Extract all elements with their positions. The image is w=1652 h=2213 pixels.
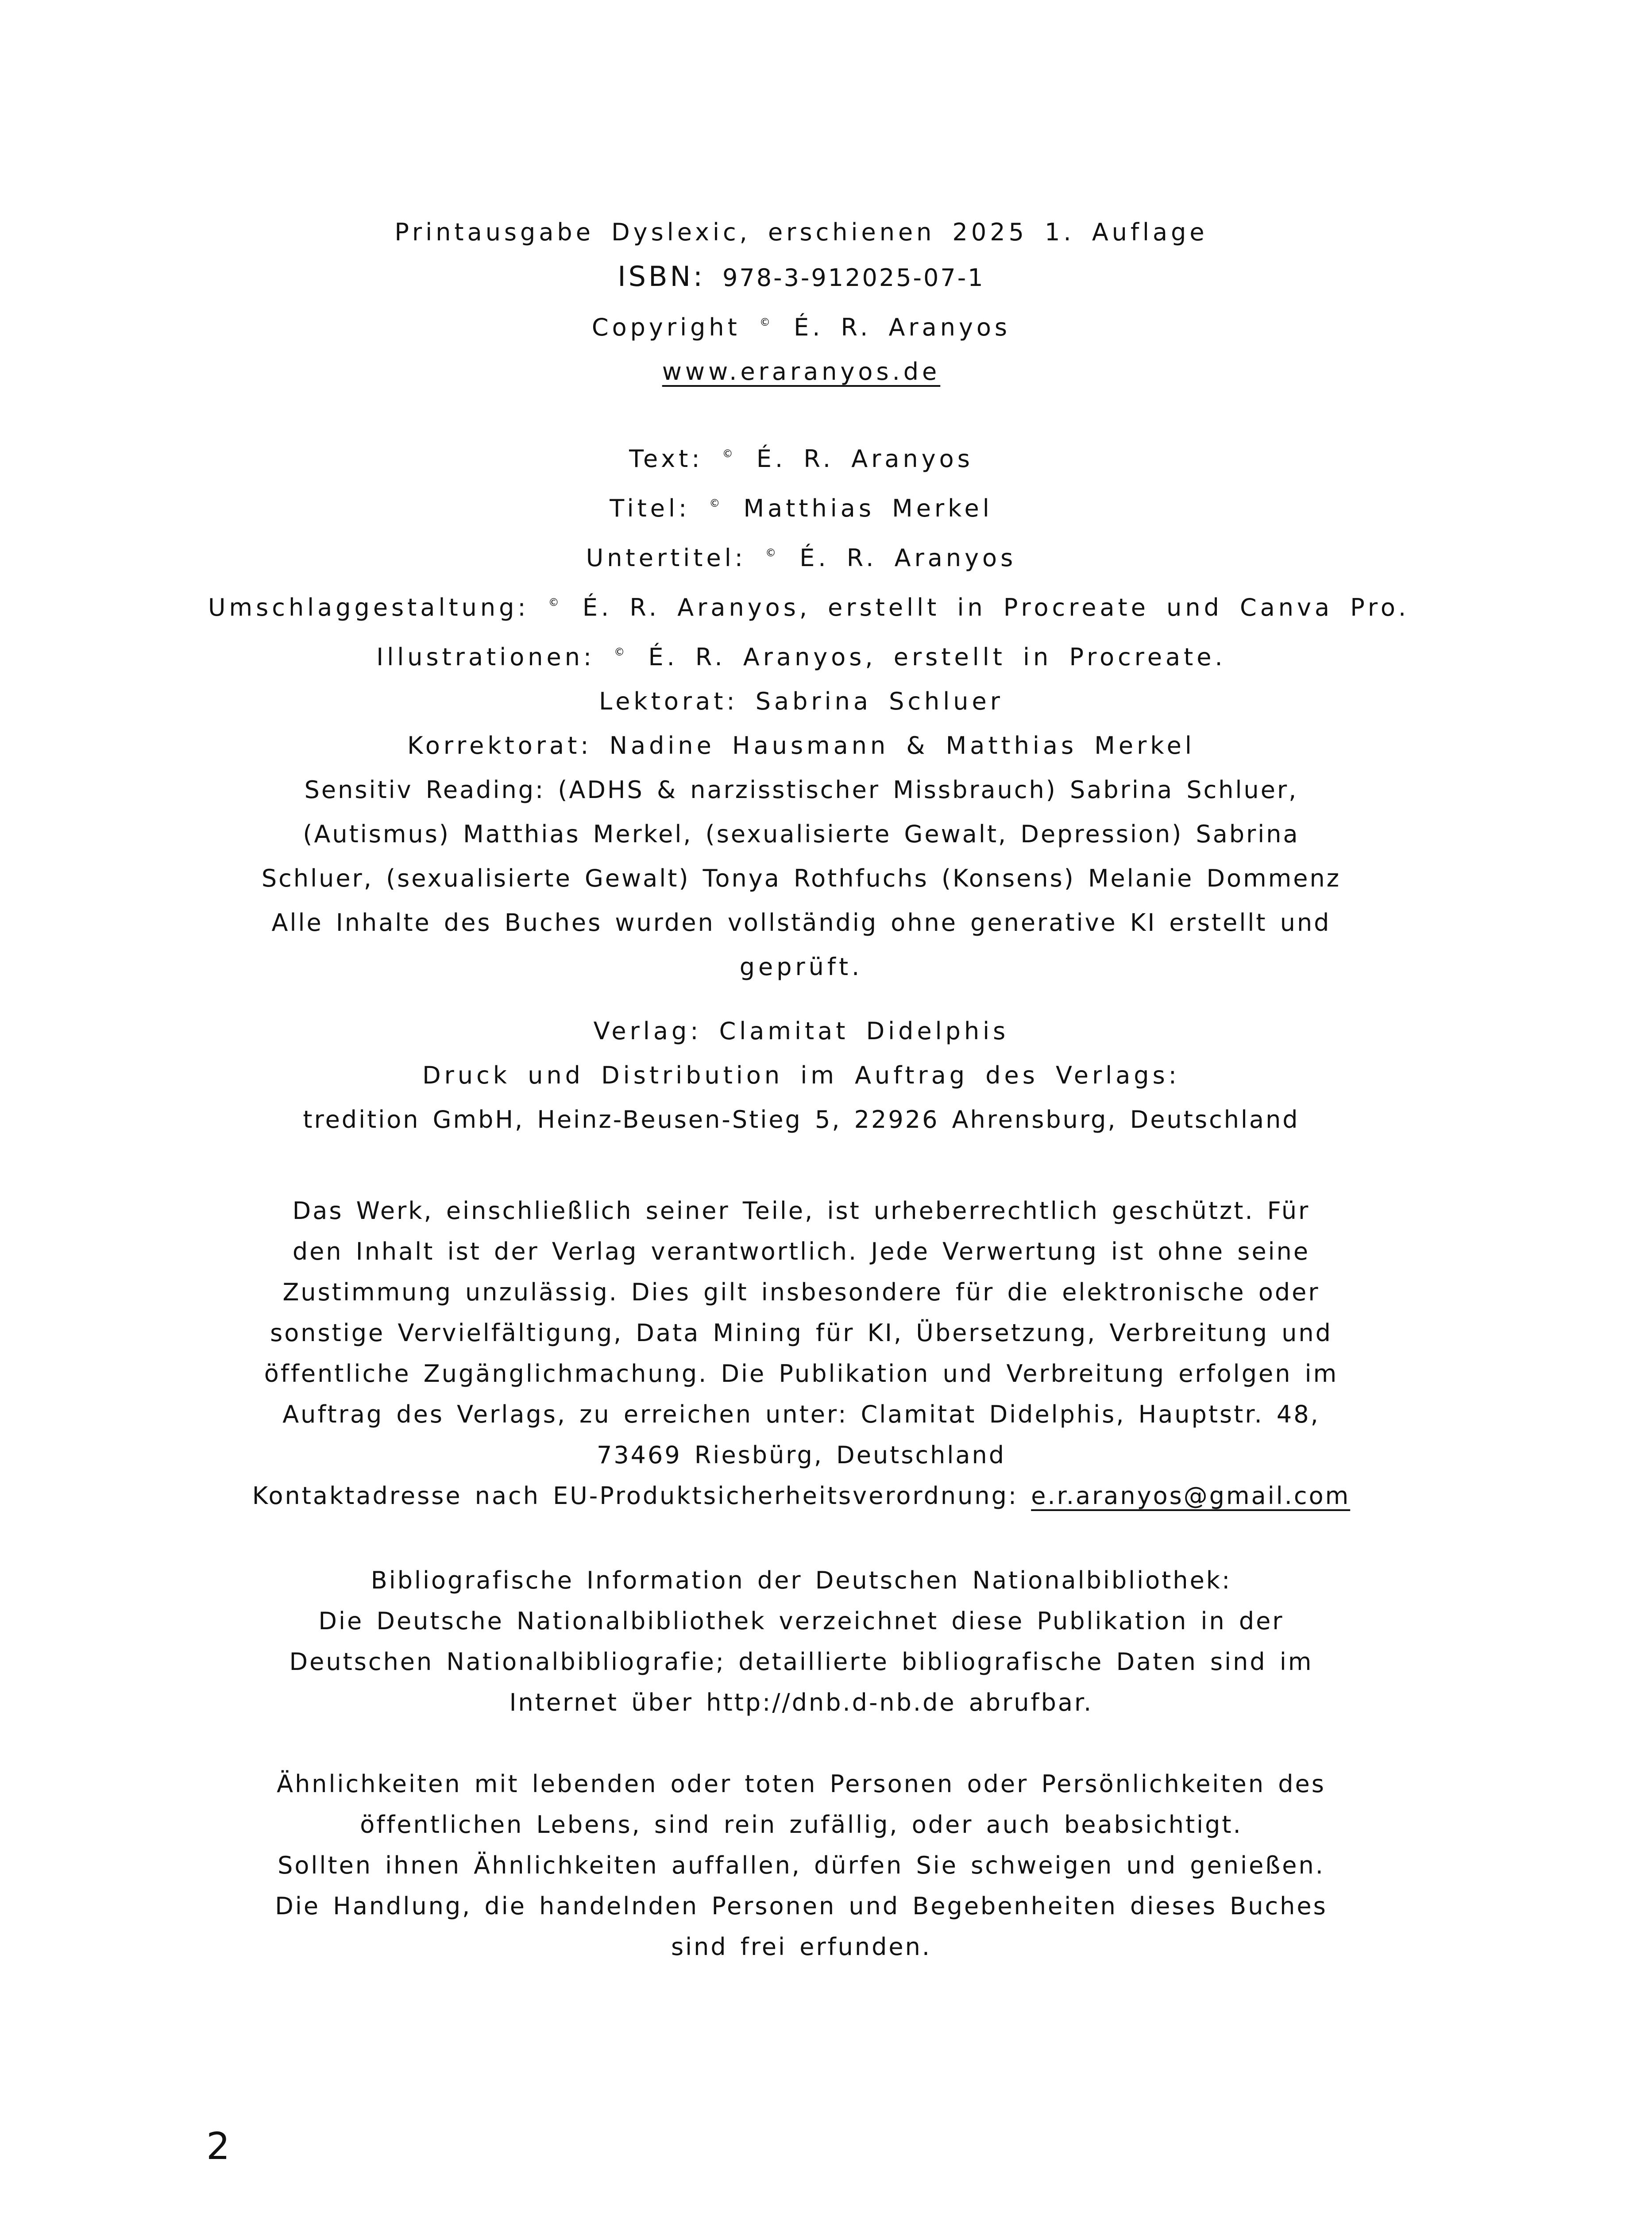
rights-line: den Inhalt ist der Verlag verantwortlich. Jede Verwertung ist ohne seine bbox=[292, 1238, 1310, 1265]
credit-illustrations bbox=[208, 630, 1394, 679]
website-line bbox=[208, 350, 1394, 394]
bibliography-line: Die Deutsche Nationalbibliothek verzeichnet diese Publikation in der bbox=[318, 1607, 1284, 1635]
copyright-symbol: © bbox=[759, 316, 770, 328]
ai-statement-line: Alle Inhalte des Buches wurden vollständig ohne generative KI erstellt und bbox=[271, 909, 1331, 937]
disclaimer-line: Sollten ihnen Ähnlichkeiten auffallen, dürfen Sie schweigen und genießen. bbox=[278, 1851, 1325, 1879]
publisher-address: tredition GmbH, Heinz-Beusen-Stieg 5, 22926 Ahrensburg, Deutschland bbox=[303, 1106, 1300, 1133]
credit-korrektorat: Korrektorat: Nadine Hausmann & Matthias Merkel bbox=[407, 732, 1195, 760]
sensitivity-line: Schluer, (sexualisierte Gewalt) Tonya Rothfuchs (Konsens) Melanie Dommenz bbox=[261, 864, 1341, 892]
credits-section bbox=[208, 432, 1410, 989]
disclaimer-line: Ähnlichkeiten mit lebenden oder toten Personen oder Persönlichkeiten des bbox=[277, 1770, 1326, 1798]
credit-subtitle bbox=[208, 531, 1394, 580]
credit-subtitle-name: É. R. Aranyos bbox=[799, 544, 1017, 572]
rights-line: öffentliche Zugänglichmachung. Die Publikation und Verbreitung erfolgen im bbox=[264, 1360, 1339, 1388]
credit-title-symbol: © bbox=[709, 497, 720, 509]
credit-subtitle-label: Untertitel: bbox=[586, 544, 746, 572]
isbn-label: ISBN: bbox=[618, 260, 705, 293]
bibliography-section bbox=[208, 1560, 1394, 1723]
ai-statement-line: geprüft. bbox=[739, 953, 863, 981]
credit-cover-symbol: © bbox=[548, 596, 559, 609]
credit-illus-symbol: © bbox=[614, 646, 625, 658]
bibliography-line: Bibliografische Information der Deutschen Nationalbibliothek: bbox=[371, 1566, 1232, 1594]
rights-line: Zustimmung unzulässig. Dies gilt insbesondere für die elektronische oder bbox=[282, 1278, 1320, 1306]
credit-cover-name: É. R. Aranyos, erstellt in Procreate und Canva Pro. bbox=[582, 594, 1410, 621]
credit-lektorat: Lektorat: Sabrina Schluer bbox=[599, 687, 1004, 715]
contact-line bbox=[208, 1476, 1394, 1516]
credit-title bbox=[208, 481, 1394, 531]
credit-cover-label: Umschlaggestaltung: bbox=[208, 594, 529, 621]
credit-cover bbox=[208, 580, 1410, 630]
publisher-section bbox=[208, 1009, 1394, 1142]
contact-label: Kontaktadresse nach EU-Produktsicherheitsverordnung: bbox=[252, 1482, 1019, 1510]
bibliography-line: Deutschen Nationalbibliografie; detaillierte bibliografische Daten sind im bbox=[289, 1648, 1313, 1676]
disclaimer-line: sind frei erfunden. bbox=[671, 1933, 931, 1961]
credit-title-label: Titel: bbox=[610, 494, 691, 522]
rights-line: sonstige Vervielfältigung, Data Mining für KI, Übersetzung, Verbreitung und bbox=[270, 1319, 1332, 1347]
credit-text-name: É. R. Aranyos bbox=[756, 445, 973, 473]
contact-email-link[interactable]: e.r.aranyos@gmail.com bbox=[1031, 1482, 1351, 1510]
publisher-verlag: Verlag: Clamitat Didelphis bbox=[593, 1017, 1009, 1045]
page-number: 2 bbox=[206, 2124, 230, 2168]
disclaimer-line: Die Handlung, die handelnden Personen und Begebenheiten dieses Buches bbox=[275, 1892, 1328, 1920]
rights-line: 73469 Riesbürg, Deutschland bbox=[596, 1441, 1006, 1469]
isbn-line bbox=[208, 254, 1394, 300]
credit-text-symbol: © bbox=[722, 447, 733, 460]
credit-title-name: Matthias Merkel bbox=[743, 494, 993, 522]
publisher-druck: Druck und Distribution im Auftrag des Verlags: bbox=[422, 1061, 1180, 1089]
copyright-label: Copyright bbox=[591, 313, 741, 341]
credit-text-label: Text: bbox=[629, 445, 703, 473]
rights-line: Das Werk, einschließlich seiner Teile, ist urheberrechtlich geschützt. Für bbox=[292, 1197, 1310, 1225]
isbn-value: 978-3-912025-07-1 bbox=[722, 264, 985, 292]
sensitivity-line: (Autismus) Matthias Merkel, (sexualisierte Gewalt, Depression) Sabrina bbox=[303, 820, 1300, 848]
credit-illus-label: Illustrationen: bbox=[376, 643, 595, 671]
copyright-name: É. R. Aranyos bbox=[794, 313, 1011, 341]
rights-line: Auftrag des Verlags, zu erreichen unter: Clamitat Didelphis, Hauptstr. 48, bbox=[282, 1400, 1320, 1428]
bibliography-line: Internet über http://dnb.d-nb.de abrufbar. bbox=[509, 1689, 1093, 1716]
disclaimer-line: öffentlichen Lebens, sind rein zufällig, oder auch beabsichtigt. bbox=[360, 1811, 1243, 1839]
copyright-line bbox=[208, 300, 1394, 350]
sensitivity-line: Sensitiv Reading: (ADHS & narzisstischer Missbrauch) Sabrina Schluer, bbox=[304, 776, 1298, 804]
credit-subtitle-symbol: © bbox=[765, 547, 776, 559]
imprint-header bbox=[208, 210, 1394, 394]
disclaimer-section bbox=[208, 1764, 1394, 1967]
credit-illus-name: É. R. Aranyos, erstellt in Procreate. bbox=[648, 643, 1226, 671]
website-link[interactable]: www.eraranyos.de bbox=[662, 358, 941, 386]
edition-line: Printausgabe Dyslexic, erschienen 2025 1. Auflage bbox=[394, 218, 1208, 246]
credit-text bbox=[208, 432, 1394, 481]
rights-section bbox=[208, 1191, 1394, 1516]
